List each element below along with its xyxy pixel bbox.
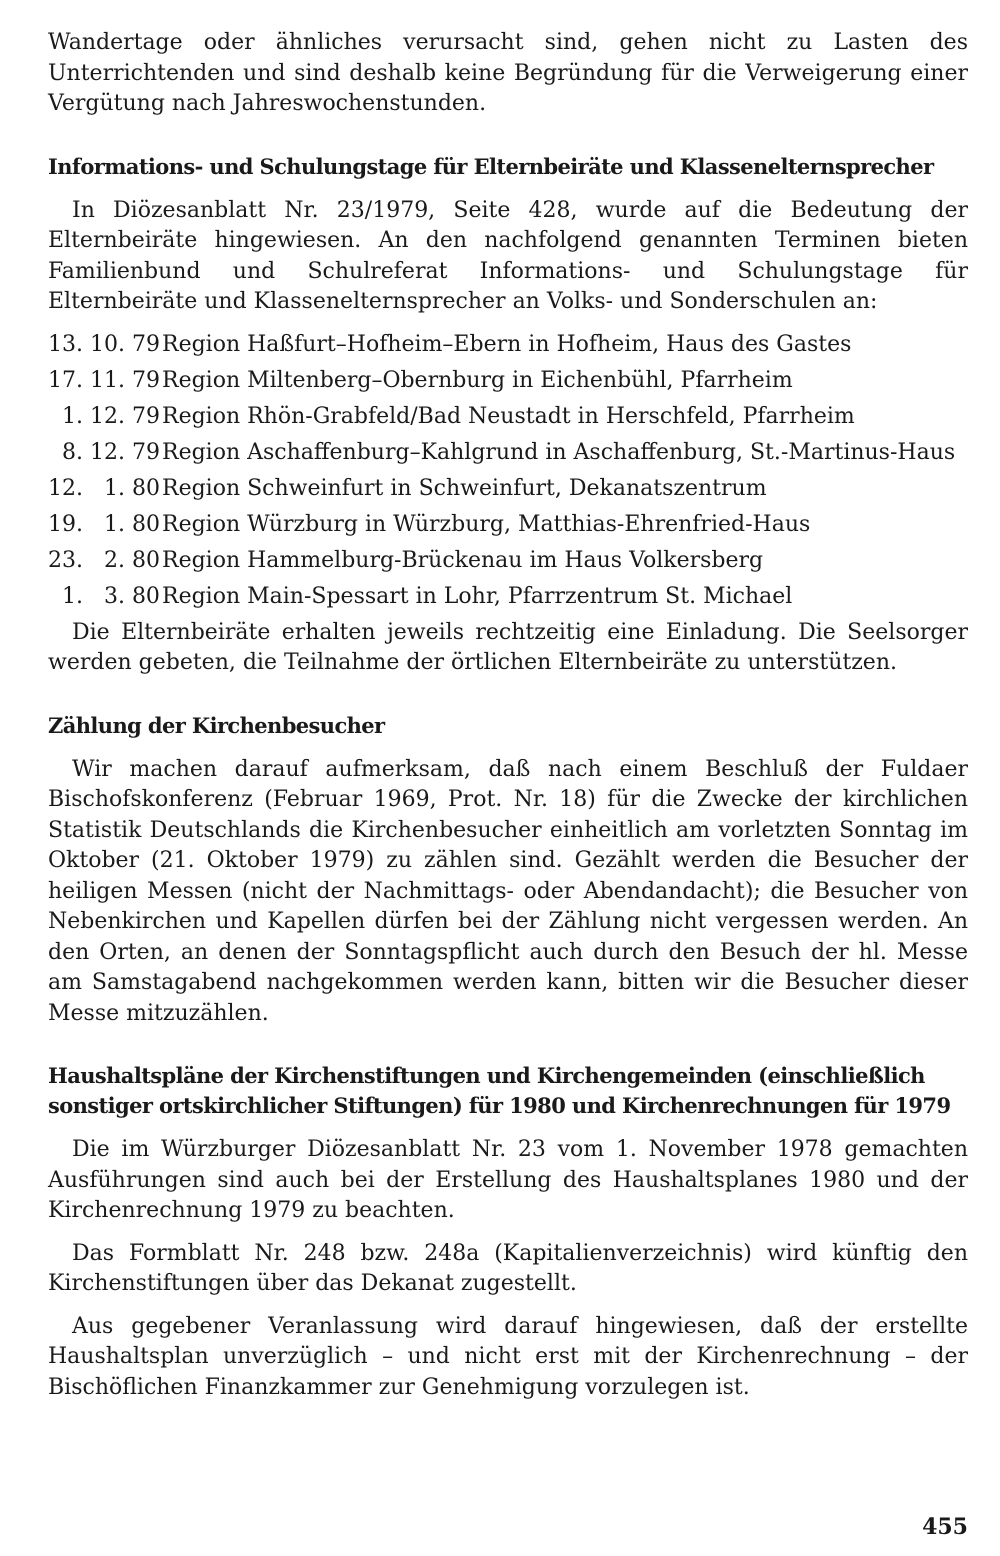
schedule-item [48,546,968,576]
schedule-date: 19. 1. 80 [48,511,160,537]
schedule-date: 23. 2. 80 [48,547,160,573]
section2-paragraph-1: Wir machen darauf aufmerksam, daß nach einem Beschluß der Fuldaer Bischofskonferenz (Februar 1969, Prot. Nr. 18) für die Zwecke der kirchlichen Statistik Deutschlands die Kirchenbesucher einheitlich am vorletzten Sonntag im Oktober (21. Oktober 1979) zu zählen sind. Gezählt werden die Besucher der heiligen Messen (nicht der Nachmittags- oder Abendandacht); die Besucher von Nebenkirchen und Kapellen dürfen bei der Zählung nicht vergessen werden. An den Orten, an denen der Sonntagspflicht auch durch den Besuch der hl. Messe am Samstagabend nachgekommen werden kann, bitten wir die Besucher dieser Messe mitzuzählen. [48,756,968,1026]
schedule-date: 1. 3. 80 [48,583,160,609]
section-heading-haushaltsplaene: Haushaltspläne der Kirchenstiftungen und Kirchengemeinden (einschließlich sonstiger ortskirchlicher Stiftungen) für 1980 und Kirchenrechnungen für 1979 [48,1063,951,1118]
schedule-date: 13. 10. 79 [48,331,160,357]
schedule-date: 8. 12. 79 [48,439,160,465]
document-page [48,28,968,1403]
page-number: 455 [922,1514,968,1540]
section3-paragraph-1: Die im Würzburger Diözesanblatt Nr. 23 vom 1. November 1978 gemachten Ausführungen sind auch bei der Erstellung des Haushaltsplanes 1980 und der Kirchenrechnung 1979 zu beachten. [48,1137,968,1223]
section-heading-elternbeiraete: Informations- und Schulungstage für Elternbeiräte und Klassenelternsprecher [48,153,934,179]
schedule-description: Region Main-Spessart in Lohr, Pfarrzentrum St. Michael [162,583,793,609]
schedule-date: 12. 1. 80 [48,475,160,501]
section3-paragraph-3: Aus gegebener Veranlassung wird darauf hingewiesen, daß der erstellte Haushaltsplan unverzüglich – und nicht erst mit der Kirchenrechnung – der Bischöflichen Finanzkammer zur Genehmigung vorzulegen ist. [48,1313,968,1400]
schedule-description: Region Haßfurt–Hofheim–Ebern in Hofheim, Haus des Gastes [162,331,852,357]
schedule-description: Region Rhön-Grabfeld/Bad Neustadt in Herschfeld, Pfarrheim [162,403,855,429]
schedule-description: Region Würzburg in Würzburg, Matthias-Ehrenfried-Haus [162,511,811,537]
schedule-description: Region Schweinfurt in Schweinfurt, Dekanatszentrum [162,475,767,501]
schedule-list [48,330,968,612]
intro-paragraph: Wandertage oder ähnliches verursacht sind, gehen nicht zu Lasten des Unterrichtenden und sind deshalb keine Begründung für die Verweigerung einer Vergütung nach Jahreswochenstunden. [48,30,968,116]
schedule-item [48,438,968,468]
schedule-date: 1. 12. 79 [48,403,160,429]
schedule-item [48,474,968,504]
schedule-item [48,510,968,540]
schedule-description: Region Hammelburg-Brückenau im Haus Volkersberg [162,547,764,573]
section1-paragraph-1: In Diözesanblatt Nr. 23/1979, Seite 428, wurde auf die Bedeutung der Elternbeiräte hingewiesen. An den nachfolgend genannten Terminen bieten Familienbund und Schulreferat Informations- und Schulungstage für Elternbeiräte und Klassenelternsprecher an Volks- und Sonderschulen an: [48,197,968,314]
schedule-description: Region Miltenberg–Obernburg in Eichenbühl, Pfarrheim [162,367,793,393]
schedule-description: Region Aschaffenburg–Kahlgrund in Aschaffenburg, St.-Martinus-Haus [162,439,956,465]
schedule-item [48,330,968,360]
schedule-item [48,582,968,612]
section1-paragraph-2: Die Elternbeiräte erhalten jeweils rechtzeitig eine Einladung. Die Seelsorger werden gebeten, die Teilnahme der örtlichen Elternbeiräte zu unterstützen. [48,619,968,675]
section-heading-kirchenbesucher: Zählung der Kirchenbesucher [48,712,385,738]
schedule-item [48,366,968,396]
schedule-date: 17. 11. 79 [48,367,160,393]
section3-paragraph-2: Das Formblatt Nr. 248 bzw. 248a (Kapitalienverzeichnis) wird künftig den Kirchenstiftungen über das Dekanat zugestellt. [48,1240,968,1296]
schedule-item [48,402,968,432]
